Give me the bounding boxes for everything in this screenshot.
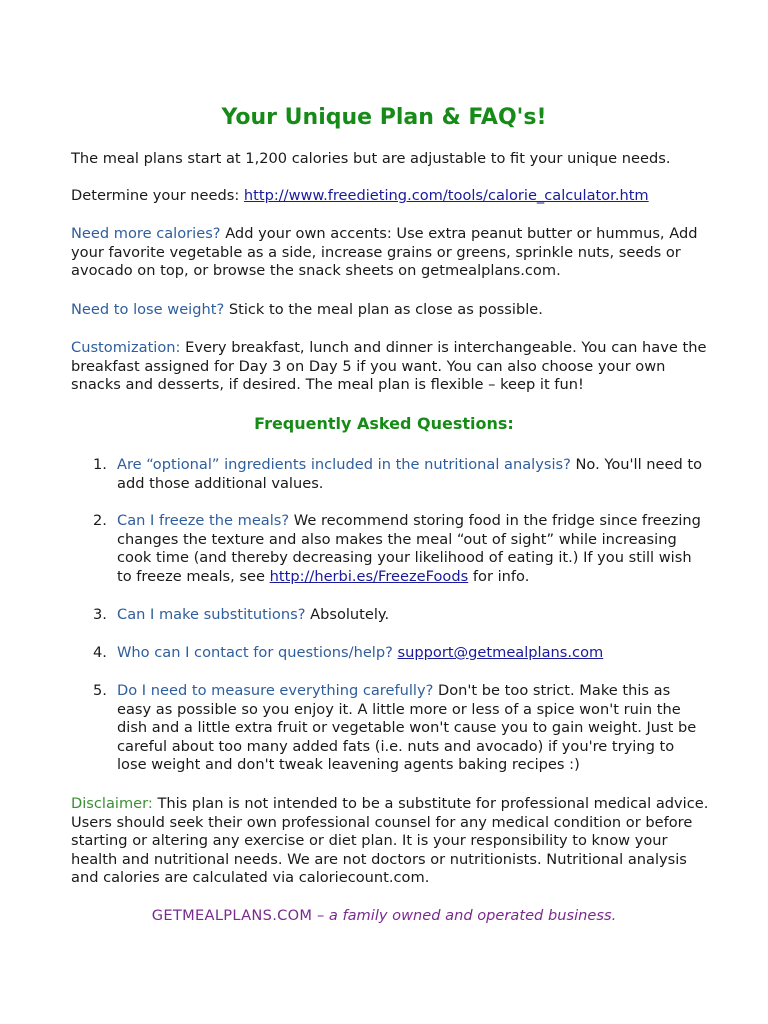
- faq-number: 4.: [93, 644, 107, 661]
- faq-question: Can I freeze the meals?: [117, 512, 290, 529]
- faq-item-3: [93, 606, 703, 625]
- faq-answer-after: for info.: [468, 567, 530, 585]
- customization-text: Every breakfast, lunch and dinner is interchangeable. You can have the breakfast assigned for Day 3 on Day 5 if you want. You can also choose your own snacks and desserts, if desired. The meal plan is flexible – keep it fun!: [71, 339, 707, 394]
- faq-number: 5.: [93, 682, 107, 699]
- lose-weight-label: Need to lose weight?: [71, 301, 225, 318]
- customization-paragraph: [71, 339, 711, 395]
- faq-item-4: [93, 644, 703, 663]
- faq-answer: No. You'll need to add those additional values.: [117, 456, 703, 492]
- faq-answer: Don't be too strict. Make this as easy as possible so you enjoy it. A little more or less of a spice won't ruin the dish and a little extra fruit or vegetable won't cause you to gain weight. Just be careful about too many added fats (i.e. nuts and avocado) if you're trying to lose weight and don't tweak leavening agents baking recipes :): [117, 682, 697, 774]
- freeze-foods-link[interactable]: http://herbi.es/FreezeFoods: [269, 567, 469, 585]
- faq-question: Do I need to measure everything carefully?: [117, 682, 434, 699]
- faq-heading: Frequently Asked Questions:: [254, 414, 514, 433]
- customization-label: Customization:: [71, 339, 181, 356]
- disclaimer-label: Disclaimer:: [71, 795, 153, 812]
- faq-item-5: [93, 682, 703, 775]
- faq-answer: Absolutely.: [305, 606, 390, 623]
- disclaimer-text: This plan is not intended to be a substitute for professional medical advice. Users should seek their own professional counsel for any medical condition or before starting or altering any exercise or diet plan. It is your responsibility to know your health and nutritional needs. We are not doctors or nutritionists. Nutritional analysis and calories are calculated via caloriecount.com.: [71, 795, 709, 887]
- faq-number: 1.: [93, 456, 107, 473]
- lose-weight-text: Stick to the meal plan as close as possible.: [224, 301, 543, 318]
- calorie-calculator-link[interactable]: http://www.freedieting.com/tools/calorie_calculator.htm: [243, 187, 649, 204]
- faq-question: Who can I contact for questions/help?: [117, 644, 393, 661]
- more-calories-label: Need more calories?: [71, 225, 221, 242]
- faq-number: 2.: [93, 512, 107, 529]
- more-calories-paragraph: [71, 225, 711, 281]
- faq-question: Can I make substitutions?: [117, 606, 306, 623]
- intro-paragraph: The meal plans start at 1,200 calories but are adjustable to fit your unique needs.: [71, 150, 671, 167]
- footer-tagline: – a family owned and operated business.: [312, 907, 617, 924]
- faq-answer: We recommend storing food in the fridge since freezing changes the texture and also makes the meal “out of sight” while increasing cook time (and thereby decreasing your likelihood of eating it.) If you still wish to freeze meals, see: [117, 512, 701, 585]
- support-email-link[interactable]: support@getmealplans.com: [397, 644, 604, 661]
- lose-weight-paragraph: [71, 301, 711, 320]
- needs-paragraph: [71, 187, 711, 206]
- faq-item-2: [93, 512, 703, 586]
- needs-label: Determine your needs:: [71, 187, 244, 204]
- faq-item-1: [93, 456, 703, 493]
- footer-brand: GETMEALPLANS.COM: [151, 907, 313, 924]
- faq-number: 3.: [93, 606, 107, 623]
- more-calories-text: Add your own accents: Use extra peanut butter or hummus, Add your favorite vegetable as a side, increase grains or greens, sprinkle nuts, seeds or avocado on top, or browse the snack sheets on getmealplans.com.: [71, 225, 698, 280]
- page-title: Your Unique Plan & FAQ's!: [221, 105, 547, 130]
- faq-question: Are “optional” ingredients included in the nutritional analysis?: [117, 456, 571, 473]
- disclaimer-paragraph: [71, 795, 711, 888]
- footer: [0, 907, 768, 924]
